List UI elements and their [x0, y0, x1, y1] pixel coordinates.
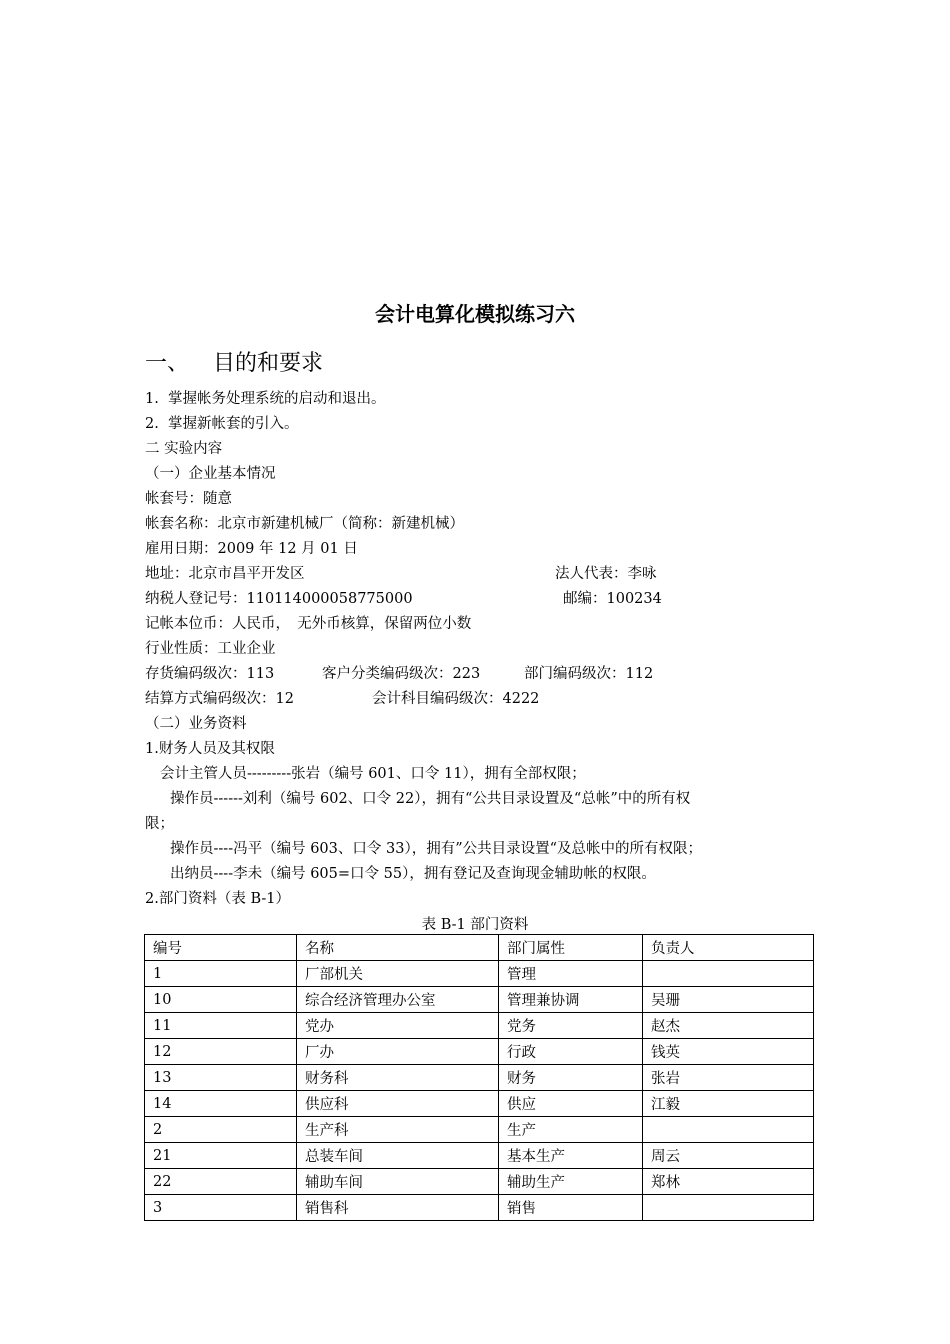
industry-type: 行业性质：工业企业	[145, 641, 276, 657]
table-row	[145, 1117, 814, 1143]
table-row	[145, 1013, 814, 1039]
customer-code-levels: 客户分类编码级次：223	[322, 666, 481, 682]
objective-2: 2. 掌握新帐套的引入。	[145, 416, 299, 432]
base-currency: 记帐本位币：人民币， 无外币核算，保留两位小数	[145, 616, 472, 632]
cell-id: 11	[145, 1013, 297, 1039]
cell-attribute: 管理	[499, 961, 643, 987]
staff-heading: 1.财务人员及其权限	[145, 741, 275, 757]
cell-id: 10	[145, 987, 297, 1013]
cell-id: 3	[145, 1195, 297, 1221]
start-date: 雇用日期：2009 年 12 月 01 日	[145, 541, 358, 557]
cell-name: 综合经济管理办公室	[297, 987, 499, 1013]
header-manager: 负责人	[643, 935, 814, 961]
table-row	[145, 1065, 814, 1091]
settlement-code-levels: 结算方式编码级次：12	[145, 691, 294, 707]
staff-line: 操作员----冯平（编号 603、口令 33），拥有”公共目录设置“及总帐中的所有权限；	[170, 841, 703, 857]
staff-line: 会计主管人员---------张岩（编号 601、口令 11），拥有全部权限；	[160, 766, 586, 782]
cell-manager: 吴珊	[643, 987, 814, 1013]
cell-attribute: 管理兼协调	[499, 987, 643, 1013]
department-code-levels: 部门编码级次：112	[524, 666, 654, 682]
cell-name: 供应科	[297, 1091, 499, 1117]
section-1-heading	[145, 346, 323, 377]
cell-id: 22	[145, 1169, 297, 1195]
cell-attribute: 基本生产	[499, 1143, 643, 1169]
objective-1: 1. 掌握帐务处理系统的启动和退出。	[145, 391, 386, 407]
cell-id: 21	[145, 1143, 297, 1169]
cell-attribute: 行政	[499, 1039, 643, 1065]
cell-name: 生产科	[297, 1117, 499, 1143]
cell-manager: 江毅	[643, 1091, 814, 1117]
subject-code-levels: 会计科目编码级次：4222	[372, 691, 540, 707]
header-name: 名称	[297, 935, 499, 961]
table-caption: 表 B-1 部门资料	[421, 917, 529, 933]
cell-manager	[643, 1195, 814, 1221]
cell-name: 总装车间	[297, 1143, 499, 1169]
cell-name: 财务科	[297, 1065, 499, 1091]
cell-manager: 郑林	[643, 1169, 814, 1195]
cell-manager	[643, 961, 814, 987]
table-header-row	[145, 935, 814, 961]
department-heading: 2.部门资料（表 B-1）	[145, 891, 290, 907]
inventory-code-levels: 存货编码级次：113	[145, 666, 275, 682]
cell-manager: 周云	[643, 1143, 814, 1169]
table-row	[145, 961, 814, 987]
section-1-title: 目的和要求	[213, 351, 324, 376]
cell-id: 12	[145, 1039, 297, 1065]
staff-line: 操作员------刘利（编号 602、口令 22），拥有“公共目录设置及“总帐”中的所有权	[170, 791, 691, 807]
cell-attribute: 辅助生产	[499, 1169, 643, 1195]
header-id: 编号	[145, 935, 297, 961]
cell-name: 党办	[297, 1013, 499, 1039]
cell-manager: 钱英	[643, 1039, 814, 1065]
subsection-1-heading: （一）企业基本情况	[145, 466, 276, 482]
account-name: 帐套名称：北京市新建机械厂（简称：新建机械）	[145, 516, 464, 532]
cell-name: 厂部机关	[297, 961, 499, 987]
postcode: 邮编：100234	[563, 591, 662, 607]
header-attribute: 部门属性	[499, 935, 643, 961]
address: 地址：北京市昌平开发区	[145, 566, 305, 582]
cell-id: 13	[145, 1065, 297, 1091]
cell-id: 1	[145, 961, 297, 987]
department-table	[144, 934, 814, 1221]
cell-manager	[643, 1117, 814, 1143]
staff-line: 出纳员----李未（编号 605=口令 55），拥有登记及查询现金辅助帐的权限。	[170, 866, 656, 882]
table-row	[145, 1195, 814, 1221]
cell-manager: 赵杰	[643, 1013, 814, 1039]
table-row	[145, 987, 814, 1013]
cell-manager: 张岩	[643, 1065, 814, 1091]
cell-attribute: 生产	[499, 1117, 643, 1143]
cell-name: 厂办	[297, 1039, 499, 1065]
section-1-number: 一、	[145, 351, 190, 376]
table-row	[145, 1091, 814, 1117]
table-row	[145, 1039, 814, 1065]
section-2-heading: 二 实验内容	[145, 441, 223, 457]
document-title: 会计电算化模拟练习六	[375, 302, 575, 326]
cell-attribute: 销售	[499, 1195, 643, 1221]
cell-name: 辅助车间	[297, 1169, 499, 1195]
cell-name: 销售科	[297, 1195, 499, 1221]
table-row	[145, 1169, 814, 1195]
cell-id: 2	[145, 1117, 297, 1143]
cell-attribute: 党务	[499, 1013, 643, 1039]
cell-id: 14	[145, 1091, 297, 1117]
staff-line: 限；	[145, 816, 174, 832]
table-row	[145, 1143, 814, 1169]
legal-representative: 法人代表：李咏	[555, 566, 657, 582]
tax-number: 纳税人登记号：110114000058775000	[145, 591, 413, 607]
subsection-2-heading: （二）业务资料	[145, 716, 247, 732]
cell-attribute: 供应	[499, 1091, 643, 1117]
cell-attribute: 财务	[499, 1065, 643, 1091]
account-number: 帐套号：随意	[145, 491, 232, 507]
